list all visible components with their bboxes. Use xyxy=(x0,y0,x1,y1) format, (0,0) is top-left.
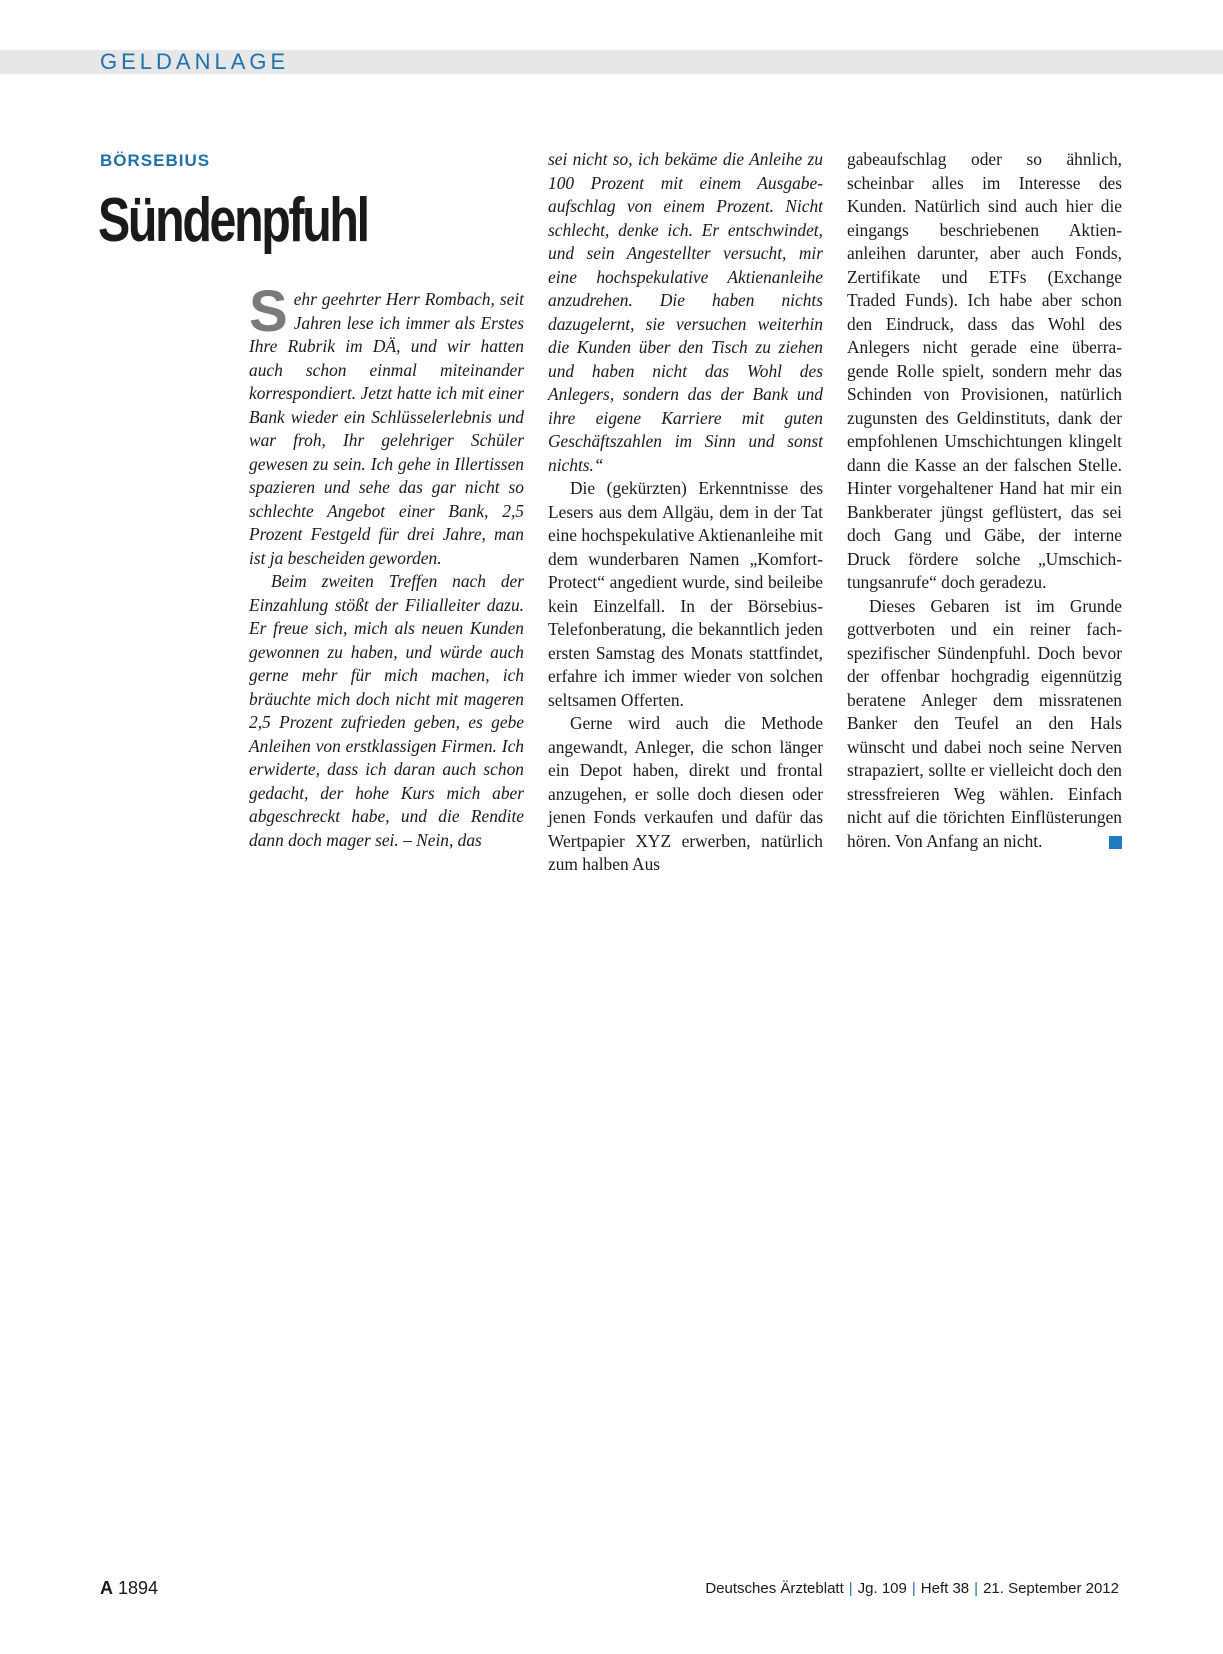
paragraph: sei nicht so, ich bekäme die Anleihe zu 100 Prozent mit einem Ausgabeaufschlag von einem Prozent. Nicht schlecht, denke ich. Er entschwindet, und sein Angestellter versucht, mir eine hochspekulative Aktienanleihe anzudrehen. Die haben nichts dazugelernt, sie versuchen weiterhin die Kunden über den Tisch zu ziehen und haben nicht das Wohl des Anlegers, sondern das der Bank und ihre eigene Karriere mit guten Geschäftszahlen im Sinn und sonst nichts.“ xyxy=(548,149,823,475)
column-kicker: BÖRSEBIUS xyxy=(100,151,211,170)
article-column-3 xyxy=(847,148,1122,853)
section-label: GELDANLAGE xyxy=(100,49,290,74)
paragraph-text: ehr geehrter Herr Rombach, seit Jahren lese ich immer als Erstes Ihre Rubrik im DÄ, und wir hatten auch schon einmal miteinander korrespondiert. Jetzt hatte ich mit einer Bank wieder ein Schlüsselerlebnis und war froh, Ihr gelehriger Schüler gewesen zu sein. Ich gehe in Illertissen spazieren und sehe das gar nicht so schlechte Angebot einer Bank, 2,5 Prozent Festgeld für drei Jahre, man ist ja bescheiden geworden. xyxy=(249,289,524,568)
end-of-article-mark xyxy=(1109,836,1122,849)
page-number-value: 1894 xyxy=(118,1578,159,1598)
article-column-2 xyxy=(548,148,823,877)
article-column-1 xyxy=(249,279,524,852)
paragraph xyxy=(847,595,1122,854)
paragraph: gabeaufschlag oder so ähnlich, scheinbar alles im Interesse des Kunden. Natürlich sind auch hier die eingangs beschriebenen Aktienanleihen darunter, aber auch Fonds, Zertifikate und ETFs (Exchange Traded Funds). Ich habe aber schon den Eindruck, dass das Wohl des Anlegers nicht gerade eine überragende Rolle spielt, sondern mehr das Schinden von Provisionen, natürlich zugunsten des Geldinstituts, dank der empfohlenen Umschichtungen klingelt dann die Kasse an der falschen Stelle. Hinter vorgehaltener Hand hat mir ein Bankberater jüngst geflüstert, das sei doch Gang und Gäbe, der interne Druck fördere solche „Umschichtungsanrufe“ doch geradezu. xyxy=(847,149,1122,592)
separator: | xyxy=(974,1580,979,1597)
issue-date: 21. September 2012 xyxy=(983,1580,1119,1597)
dropcap: S xyxy=(249,279,288,344)
journal-name: Deutsches Ärzteblatt xyxy=(705,1580,844,1597)
paragraph: Beim zweiten Treffen nach der Einzahlung stößt der Filialleiter dazu. Er freue sich, mich als neuen Kunden gewonnen zu haben, und würde auch gerne mehr für mich machen, ich bräuchte mich doch nicht mit mageren 2,5 Prozent zufrieden geben, es gebe Anleihen von erstklassigen Firmen. Ich erwiderte, dass ich daran auch schon gedacht, der hohe Kurs mich aber abgeschreckt habe, und die Rendite dann doch mager sei. – Nein, das xyxy=(249,571,524,850)
volume: Jg. 109 xyxy=(857,1580,907,1597)
paragraph: Gerne wird auch die Methode angewandt, Anleger, die schon länger ein Depot haben, direkt und frontal anzugehen, er solle doch diesen oder jenen Fonds verkaufen und dafür das Wertpapier XYZ erwerben, natürlich zum halben Aus xyxy=(548,713,823,874)
separator: | xyxy=(848,1580,853,1597)
separator: | xyxy=(911,1580,916,1597)
article-title: Sündenpfuhl xyxy=(98,186,368,255)
paragraph: Die (gekürzten) Erkenntnisse des Lesers aus dem Allgäu, dem in der Tat eine hochspekulative Aktienanleihe mit dem wunderbaren Namen „Komfort-Protect“ angedient wurde, sind beileibe kein Einzelfall. In der Börsebius-Telefonberatung, die bekanntlich jeden ersten Samstag des Monats stattfindet, erfahre ich immer wieder von solchen seltsamen Offerten. xyxy=(548,478,823,710)
edition-letter: A xyxy=(100,1578,113,1598)
page-number xyxy=(100,1578,158,1599)
paragraph-text: Dieses Gebaren ist im Grunde gottverboten und ein reiner fachspezifischer Sündenpfuhl. Doch bevor der offenbar hochgradig eigennützig beratene Anleger dem missratenen Banker den Teufel an den Hals wünscht und dabei noch seine Nerven strapaziert, sollte er vielleicht doch den stressfreieren Weg wählen. Einfach nicht auf die törichten Einflüsterungen hören. Von Anfang an nicht. xyxy=(847,595,1122,851)
footer-citation xyxy=(705,1580,1119,1597)
issue: Heft 38 xyxy=(920,1580,970,1597)
paragraph xyxy=(249,279,524,570)
